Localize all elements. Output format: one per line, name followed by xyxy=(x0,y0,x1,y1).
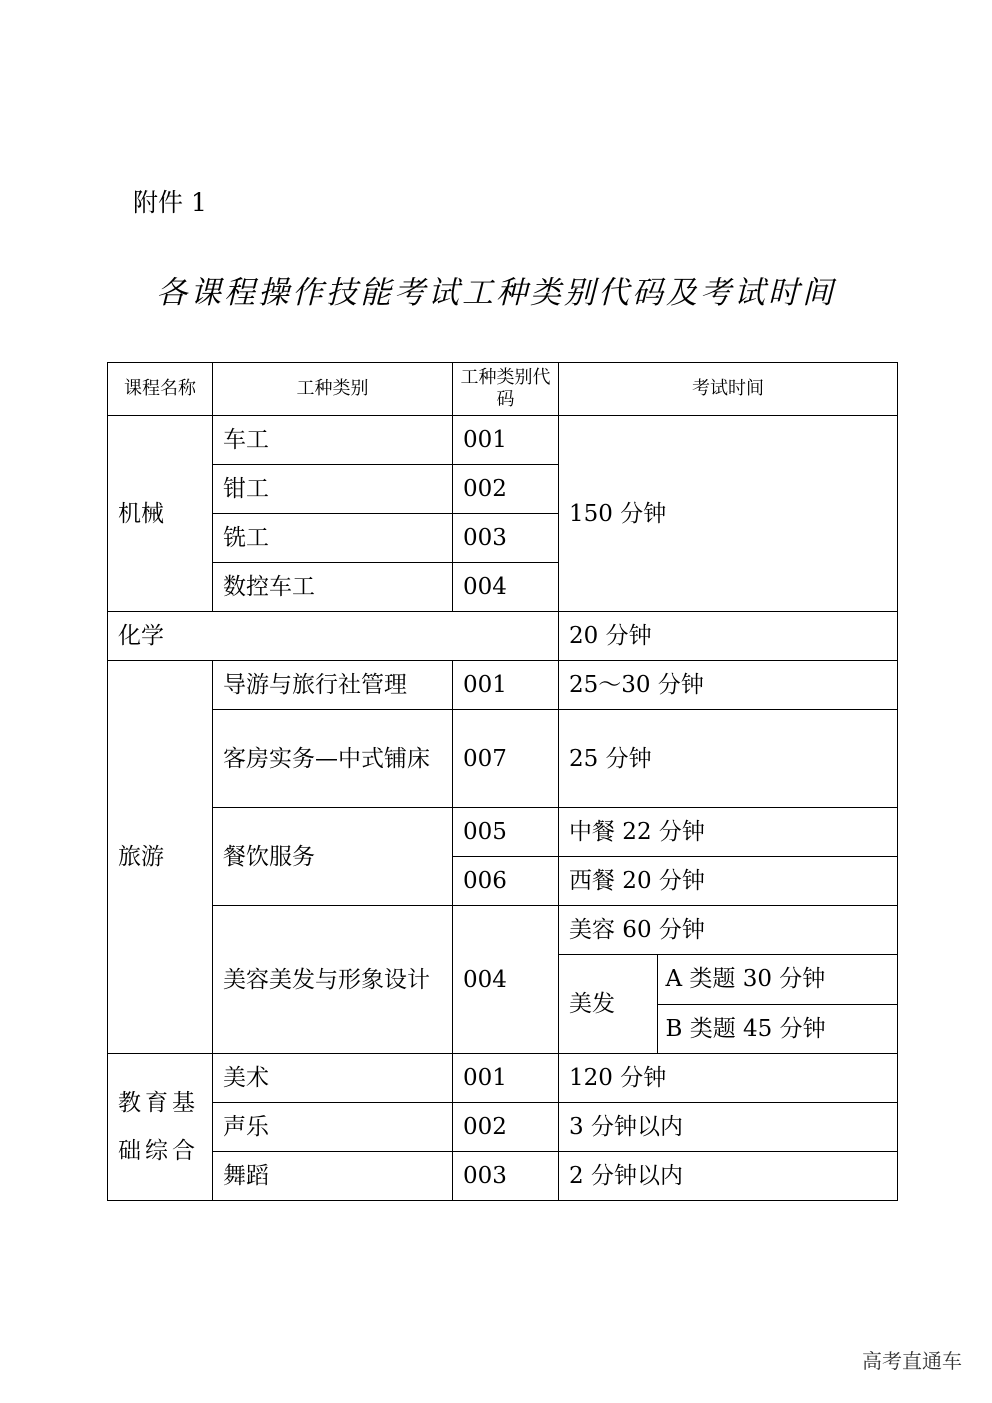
work-type-cell: 舞蹈 xyxy=(213,1152,453,1201)
table-row xyxy=(108,1152,898,1201)
header-code: 工种类别代码 xyxy=(453,363,559,416)
hair-time-subtable xyxy=(559,955,897,1053)
code-cell: 004 xyxy=(453,563,559,612)
table-row xyxy=(108,661,898,710)
course-tourism: 旅游 xyxy=(108,661,213,1054)
course-chemistry: 化学 xyxy=(108,612,559,661)
time-cell: 2 分钟以内 xyxy=(559,1152,898,1201)
table-row xyxy=(108,416,898,465)
code-cell: 007 xyxy=(453,710,559,808)
work-type-cell: 声乐 xyxy=(213,1103,453,1152)
table-header-row xyxy=(108,363,898,416)
work-type-cell: 钳工 xyxy=(213,465,453,514)
code-cell: 005 xyxy=(453,808,559,857)
document-title: 各课程操作技能考试工种类别代码及考试时间 xyxy=(156,275,836,311)
code-cell: 001 xyxy=(453,661,559,710)
code-cell: 002 xyxy=(453,1103,559,1152)
time-cell: 西餐 20 分钟 xyxy=(559,857,898,906)
time-cell: 120 分钟 xyxy=(559,1054,898,1103)
attachment-label: 附件 1 xyxy=(133,188,207,217)
work-type-cell: 美术 xyxy=(213,1054,453,1103)
hair-time-a: A 类题 30 分钟 xyxy=(657,955,897,1004)
work-type-cell: 美容美发与形象设计 xyxy=(213,906,453,1054)
work-type-cell: 车工 xyxy=(213,416,453,465)
watermark: 高考直通车 xyxy=(862,1349,962,1373)
header-time: 考试时间 xyxy=(559,363,898,416)
time-chemistry: 20 分钟 xyxy=(559,612,898,661)
work-type-cell: 铣工 xyxy=(213,514,453,563)
time-cell: 25～30 分钟 xyxy=(559,661,898,710)
code-cell: 003 xyxy=(453,514,559,563)
exam-schedule-table xyxy=(107,362,898,1201)
time-cell: 美容 60 分钟 xyxy=(559,906,898,955)
code-cell: 001 xyxy=(453,416,559,465)
header-work-type: 工种类别 xyxy=(213,363,453,416)
work-type-cell: 客房实务—中式铺床 xyxy=(213,710,453,808)
table-row xyxy=(108,612,898,661)
hair-time-b: B 类题 45 分钟 xyxy=(665,1015,826,1042)
time-mechanical: 150 分钟 xyxy=(559,416,898,612)
code-cell: 004 xyxy=(453,906,559,1054)
work-type-cell: 餐饮服务 xyxy=(213,808,453,906)
header-course: 课程名称 xyxy=(108,363,213,416)
code-cell: 002 xyxy=(453,465,559,514)
table-row xyxy=(108,1054,898,1103)
code-cell: 006 xyxy=(453,857,559,906)
code-cell: 003 xyxy=(453,1152,559,1201)
hair-label: 美发 xyxy=(559,955,657,1053)
course-education: 教育基础综合 xyxy=(108,1054,213,1201)
hair-time-cell xyxy=(559,955,898,1054)
time-cell: 3 分钟以内 xyxy=(559,1103,898,1152)
course-mechanical: 机械 xyxy=(108,416,213,612)
time-cell: 25 分钟 xyxy=(559,710,898,808)
table-row xyxy=(108,906,898,955)
time-cell: 中餐 22 分钟 xyxy=(559,808,898,857)
work-type-cell: 数控车工 xyxy=(213,563,453,612)
table-row xyxy=(108,710,898,808)
table-row xyxy=(108,808,898,857)
table-row xyxy=(108,1103,898,1152)
work-type-cell: 导游与旅行社管理 xyxy=(213,661,453,710)
code-cell: 001 xyxy=(453,1054,559,1103)
